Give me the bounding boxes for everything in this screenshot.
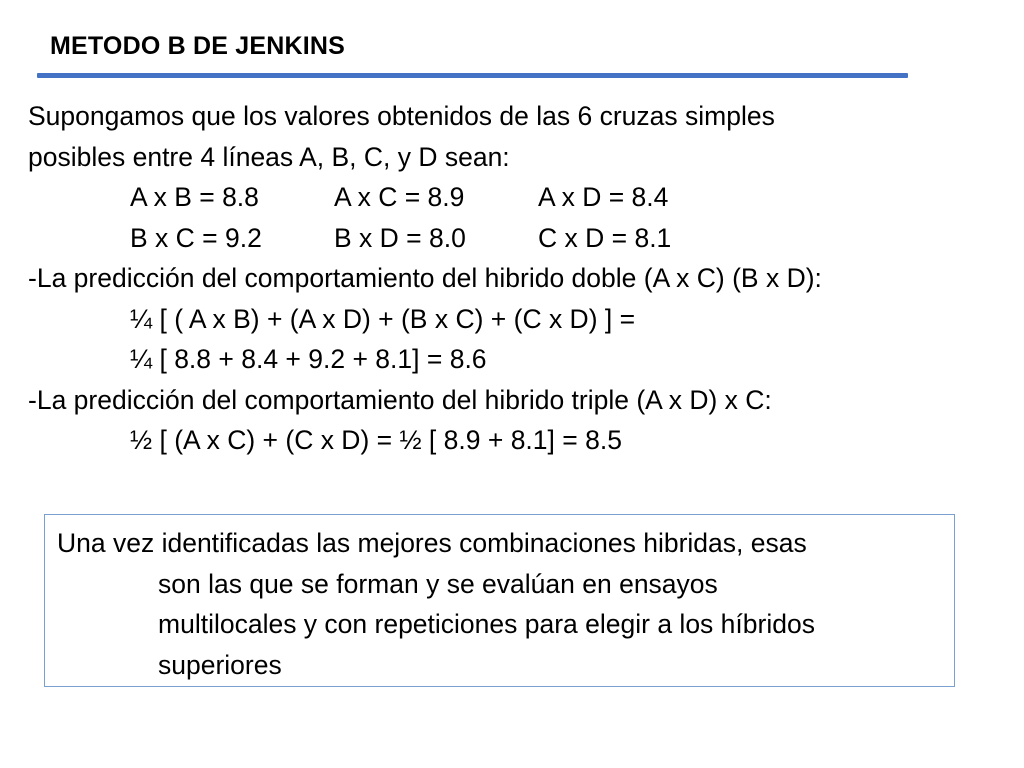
cross-bc: B x C = 9.2 <box>130 222 262 253</box>
cross-ac: A x C = 8.9 <box>334 182 465 212</box>
note-line-1: Una vez identificadas las mejores combinaciones hibridas, esas <box>57 528 807 558</box>
double-hybrid-heading: -La predicción del comportamiento del hibrido doble (A x C) (B x D): <box>28 263 822 293</box>
note-box <box>44 514 955 687</box>
note-text <box>57 523 947 685</box>
intro-line-2: posibles entre 4 líneas A, B, C, y D sean: <box>28 141 510 172</box>
cross-ab: A x B = 8.8 <box>130 182 259 212</box>
double-hybrid-formula: ¼ [ ( A x B) + (A x D) + (B x C) + (C x D) ] = <box>130 303 636 334</box>
slide-title: METODO B DE JENKINS <box>50 32 346 60</box>
cross-ad: A x D = 8.4 <box>538 182 669 212</box>
double-hybrid-result: ¼ [ 8.8 + 8.4 + 9.2 + 8.1] = 8.6 <box>130 344 487 374</box>
triple-hybrid-heading: -La predicción del comportamiento del hibrido triple (A x D) x C: <box>28 384 772 415</box>
cross-bd: B x D = 8.0 <box>334 222 466 253</box>
crosses-row-1 <box>28 177 1008 218</box>
note-line-3: multilocales y con repeticiones para elegir a los híbridos <box>158 609 815 639</box>
note-line-2: son las que se forman y se evalúan en ensayos <box>158 568 718 599</box>
crosses-row-2 <box>28 218 1008 259</box>
title-underline <box>37 73 908 78</box>
intro-line-1: Supongamos que los valores obtenidos de las 6 cruzas simples <box>28 101 775 131</box>
cross-cd: C x D = 8.1 <box>538 222 672 253</box>
triple-hybrid-formula: ½ [ (A x C) + (C x D) = ½ [ 8.9 + 8.1] = 8.5 <box>130 425 622 455</box>
note-line-4: superiores <box>158 649 282 680</box>
slide-body <box>28 96 1008 461</box>
